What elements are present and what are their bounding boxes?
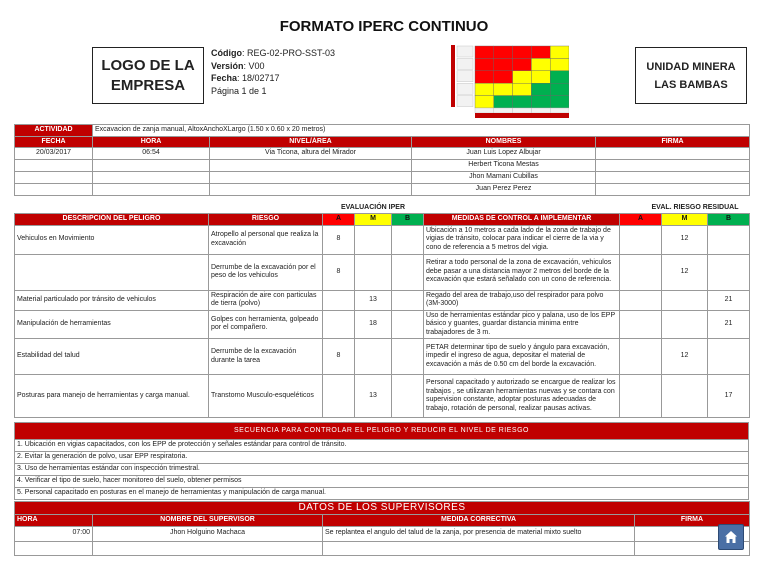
secuencia-item: 1. Ubicación en vigias capacitados, con los EPP de protección y señales estándar para control de tránsito. [15, 440, 749, 452]
matrix-cell [513, 83, 532, 95]
matrix-cell [550, 96, 569, 108]
sup-hora-value: 07:00 [15, 526, 93, 541]
residual-alto-header: A [620, 214, 662, 226]
sup-firma-header: FIRMA [635, 515, 750, 527]
supervisores-table [14, 501, 750, 556]
iper-row [15, 225, 750, 254]
matrix-cell [513, 71, 532, 83]
actividad-table [14, 124, 750, 196]
peligro-cell: Manipulación de herramientas [15, 310, 209, 339]
matrix-row-label [457, 83, 473, 94]
residual-alto-cell [620, 310, 662, 339]
matrix-cell [475, 71, 494, 83]
matrix-cell [550, 46, 569, 58]
medio-cell: 13 [355, 290, 392, 310]
sup-medida-header: MEDIDA CORRECTIVA [323, 515, 635, 527]
bajo-cell [392, 225, 424, 254]
secuencia-title: SECUENCIA PARA CONTROLAR EL PELIGRO Y REDUCIR EL NIVEL DE RIESGO [15, 423, 749, 440]
medida-cell: Retirar a todo personal de la zona de excavación, vehiculos debe pasar a una distancia mayor 2 metros del borde de la excavación que estará señalado con un cono de referencia. [424, 254, 620, 290]
secuencia-table [14, 422, 749, 500]
nombre-cell: Juan Perez Perez [412, 184, 596, 196]
matrix-cell [494, 46, 513, 58]
fecha-header: FECHA [15, 136, 93, 148]
peligro-cell: Posturas para manejo de herramientas y carga manual. [15, 375, 209, 418]
page-indicator: Página 1 de 1 [211, 85, 267, 96]
riesgo-cell: Transtorno Musculo-esqueléticos [209, 375, 323, 418]
firma-cell [596, 172, 750, 184]
matrix-cell [513, 46, 532, 58]
medio-cell: 13 [355, 375, 392, 418]
residual-bajo-cell: 21 [708, 310, 750, 339]
iper-row [15, 339, 750, 375]
riesgo-residual-label: EVAL. RIESGO RESIDUAL [651, 204, 739, 211]
medida-cell: Uso de herramientas estándar pico y palana, uso de los EPP básico y guantes, guardar distancia minima entre trabajadores de 3 m. [424, 310, 620, 339]
iper-table [14, 213, 750, 418]
bajo-cell [392, 339, 424, 375]
alto-cell [323, 375, 355, 418]
residual-alto-cell [620, 375, 662, 418]
alto-cell: 8 [323, 339, 355, 375]
residual-alto-cell [620, 225, 662, 254]
matrix-cell [494, 71, 513, 83]
riesgo-cell: Derrumbe de la excavación por el peso de los vehiculos [209, 254, 323, 290]
sup-nombre-header: NOMBRE DEL SUPERVISOR [93, 515, 323, 527]
iper-row [15, 254, 750, 290]
matrix-cell [513, 58, 532, 70]
matrix-col-label [513, 108, 532, 113]
medio-cell: 18 [355, 310, 392, 339]
matrix-cell [531, 58, 550, 70]
matrix-row-label [457, 46, 473, 57]
nivel-value: Via Ticona, altura del Mirador [210, 148, 412, 160]
version-label: Versión [211, 60, 244, 71]
residual-medio-cell [662, 375, 708, 418]
matrix-cell [494, 58, 513, 70]
firma-cell [596, 160, 750, 172]
medida-cell: Personal capacitado y autorizado se encargue de realizar los trabajos , se utilizaran herramientas nuevas y se contara con supervision constante, adoptar posturas adecuadas de trabajo, rotación de personal, realizar pausas activas. [424, 375, 620, 418]
residual-bajo-cell [708, 339, 750, 375]
hora-header: HORA [93, 136, 210, 148]
medio-cell [355, 339, 392, 375]
matrix-cell [531, 83, 550, 95]
medida-cell: Ubicación a 10 metros a cada lado de la zona de trabajo de vigias de tránsito, colocar para indicar el cierre de la via y cono de referencia a 5 metros del vigia. [424, 225, 620, 254]
residual-alto-cell [620, 339, 662, 375]
iper-row [15, 310, 750, 339]
residual-medio-cell: 12 [662, 254, 708, 290]
matrix-cell [550, 58, 569, 70]
matrix-cell [550, 83, 569, 95]
medidas-header: MEDIDAS DE CONTROL A IMPLEMENTAR [424, 214, 620, 226]
fecha-label: Fecha [211, 73, 238, 83]
residual-alto-cell [620, 254, 662, 290]
peligro-cell: Vehiculos en Movimiento [15, 225, 209, 254]
riesgo-cell: Atropello al personal que realiza la excavación [209, 225, 323, 254]
alto-cell [323, 290, 355, 310]
residual-bajo-cell [708, 254, 750, 290]
peligro-cell: Estabilidad del talud [15, 339, 209, 375]
home-button[interactable] [718, 524, 744, 550]
residual-medio-cell: 12 [662, 225, 708, 254]
peligro-cell: Material particulado por tránsito de vehiculos [15, 290, 209, 310]
medio-header: M [355, 214, 392, 226]
matrix-row-label [457, 71, 473, 82]
iper-row [15, 375, 750, 418]
sup-nombre-value: Jhon Holguino Machaca [93, 526, 323, 541]
actividad-value: Excavacion de zanja manual, AltoxAnchoXLargo (1.50 x 0.60 x 20 metros) [93, 125, 750, 137]
matrix-col-label [475, 108, 494, 113]
fecha-value: : 18/02717 [237, 73, 280, 83]
codigo-value: : REG-02-PRO-SST-03 [242, 48, 336, 58]
matrix-cell [531, 96, 550, 108]
alto-cell: 8 [323, 225, 355, 254]
bajo-cell [392, 375, 424, 418]
medio-cell [355, 225, 392, 254]
medio-cell [355, 254, 392, 290]
fecha-value: 20/03/2017 [15, 148, 93, 160]
riesgo-cell: Respiración de aire con particulas de tierra (polvo) [209, 290, 323, 310]
medida-cell: Regado del area de trabajo,uso del respirador para polvo (3M-3000) [424, 290, 620, 310]
residual-alto-cell [620, 290, 662, 310]
matrix-row-label [457, 96, 473, 107]
residual-bajo-cell: 21 [708, 290, 750, 310]
firma-cell [596, 184, 750, 196]
matrix-cell [475, 83, 494, 95]
nombre-cell: Herbert Ticona Mestas [412, 160, 596, 172]
unidad-minera: UNIDAD MINERA LAS BAMBAS [635, 47, 747, 104]
supervisores-title: DATOS DE LOS SUPERVISORES [15, 502, 750, 515]
alto-header: A [323, 214, 355, 226]
matrix-cell [513, 96, 532, 108]
matrix-cell [494, 83, 513, 95]
page-title: FORMATO IPERC CONTINUO [279, 18, 489, 35]
residual-bajo-cell [708, 225, 750, 254]
secuencia-item: 4. Verificar el tipo de suelo, hacer monitoreo del suelo, obtener permisos [15, 476, 749, 488]
riesgo-header: RIESGO [209, 214, 323, 226]
matrix-cell [531, 71, 550, 83]
matrix-cell [475, 58, 494, 70]
matrix-row-label [457, 58, 473, 69]
bajo-cell [392, 254, 424, 290]
sup-hora-header: HORA [15, 515, 93, 527]
medida-cell: PETAR determinar tipo de suelo y ángulo para excavación, impedir el ingreso de agua, depositar el material de excavación a más de 0.50 cm del borde la excavación. [424, 339, 620, 375]
actividad-label: ACTIVIDAD [15, 125, 93, 137]
residual-bajo-cell: 17 [708, 375, 750, 418]
bajo-header: B [392, 214, 424, 226]
risk-matrix-thumbnail [451, 45, 569, 119]
secuencia-item: 5. Personal capacitado en posturas en el manejo de herramientas y manipulación de carga manual. [15, 488, 749, 500]
bajo-cell [392, 290, 424, 310]
company-logo-placeholder: LOGO DE LA EMPRESA [92, 47, 204, 104]
codigo-label: Código [211, 48, 242, 58]
firma-cell [596, 148, 750, 160]
alto-cell [323, 310, 355, 339]
version-value: : V00 [243, 60, 265, 71]
iper-row [15, 290, 750, 310]
riesgo-cell: Derrumbe de la excavación durante la tarea [209, 339, 323, 375]
residual-medio-cell: 12 [662, 339, 708, 375]
peligro-cell [15, 254, 209, 290]
matrix-cell [475, 96, 494, 108]
matrix-col-label [550, 108, 569, 113]
residual-medio-cell [662, 310, 708, 339]
descripcion-header: DESCRIPCIÓN DEL PELIGRO [15, 214, 209, 226]
alto-cell: 8 [323, 254, 355, 290]
residual-bajo-header: B [708, 214, 750, 226]
home-icon [723, 529, 739, 545]
evaluacion-iper-label: EVALUACIÓN IPER [340, 204, 406, 211]
nombre-cell: Jhon Mamani Cubillas [412, 172, 596, 184]
matrix-cell [531, 46, 550, 58]
nombre-cell: Juan Luis Lopez Albujar [412, 148, 596, 160]
secuencia-item: 3. Uso de herramientas estándar con inspección trimestral. [15, 464, 749, 476]
secuencia-item: 2. Evitar la generación de polvo, usar EPP respiratoria. [15, 452, 749, 464]
firma-header: FIRMA [596, 136, 750, 148]
bajo-cell [392, 310, 424, 339]
matrix-col-label [531, 108, 550, 113]
matrix-col-label [494, 108, 513, 113]
matrix-cell [550, 71, 569, 83]
document-info [211, 47, 335, 97]
matrix-cell [475, 46, 494, 58]
matrix-cell [494, 96, 513, 108]
sup-medida-value: Se replantea el angulo del talud de la zanja, por presencia de material mixto suelto [323, 526, 635, 541]
hora-value: 06:54 [93, 148, 210, 160]
nivel-header: NIVEL/ÁREA [210, 136, 412, 148]
residual-medio-header: M [662, 214, 708, 226]
nombres-header: NOMBRES [412, 136, 596, 148]
residual-medio-cell [662, 290, 708, 310]
riesgo-cell: Golpes con herramienta, golpeado por el compañero. [209, 310, 323, 339]
